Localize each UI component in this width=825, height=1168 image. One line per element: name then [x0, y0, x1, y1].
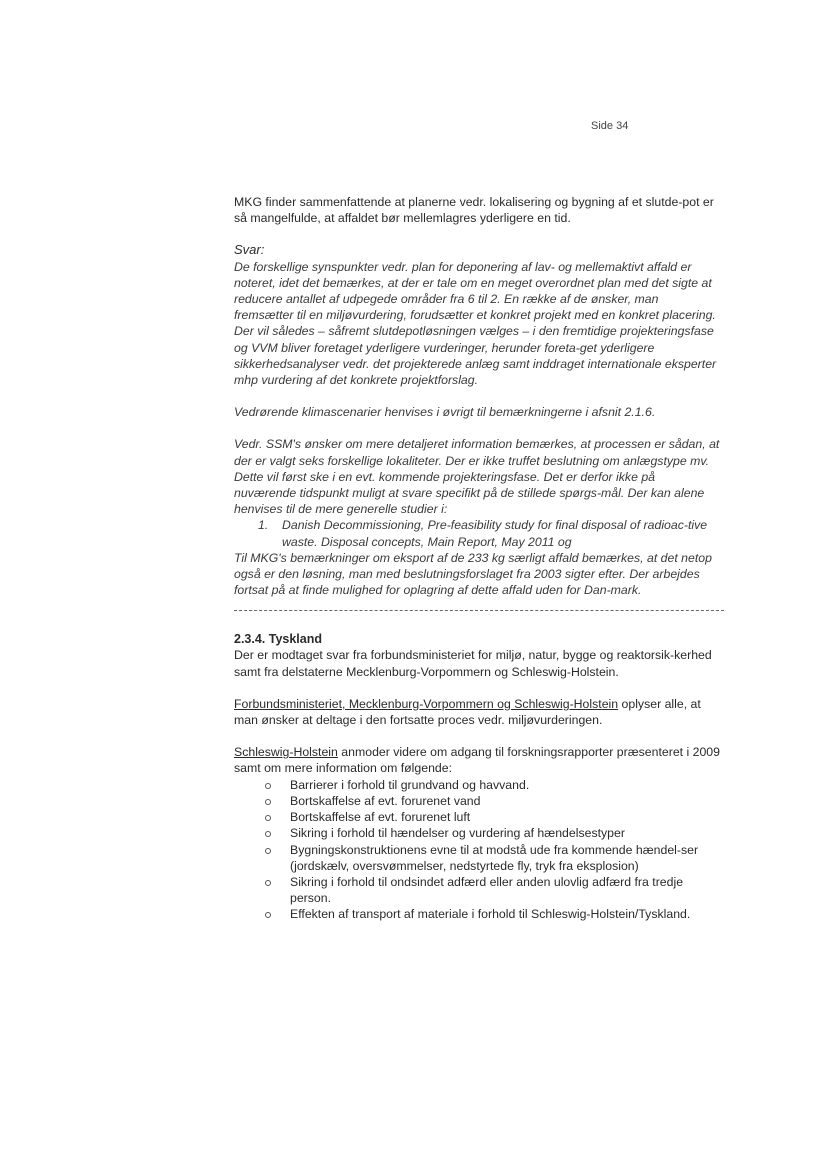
section-divider	[234, 610, 724, 611]
bullet-icon	[265, 912, 271, 918]
bullet-icon	[265, 815, 271, 821]
bullet-icon	[265, 880, 271, 886]
section-paragraph-1: Der er modtaget svar fra forbundsministeriet for miljø, natur, bygge og reaktorsik-kerhed samt fra delstaterne Mecklenburg-Vorpommern og Schleswig-Holstein.	[234, 648, 712, 679]
svar-paragraph-4: Til MKG's bemærkninger om eksport af de 233 kg særligt affald bemærkes, at det netop også er den løsning, man med beslutningsforslaget fra 2003 sigter efter. Der arbejdes fortsat på at finde mulighed for oplagring af dette affald uden for Dan-mark.	[234, 550, 712, 598]
svar-heading: Svar:	[234, 242, 265, 258]
underlined-entity: Schleswig-Holstein	[234, 745, 338, 760]
bullet-icon	[265, 848, 271, 854]
list-item-text: Bortskaffelse af evt. forurenet vand	[290, 793, 481, 808]
page-number: Side 34	[591, 120, 629, 132]
svar-paragraph-2: Vedrørende klimascenarier henvises i øvrigt til bemærkningerne i afsnit 2.1.6.	[234, 405, 656, 420]
list-item-text: Sikring i forhold til ondsindet adfærd eller anden ulovlig adfærd fra tredje person.	[290, 874, 684, 906]
intro-paragraph: MKG finder sammenfattende at planerne vedr. lokalisering og bygning af et slutde-pot er så mangelfulde, at affaldet bør mellemlagres yderligere en tid.	[234, 195, 714, 226]
paragraph-3-rest: anmoder videre om adgang til forskningsrapporter præsenteret i 2009 samt om mere information om følgende:	[234, 745, 720, 776]
bullet-icon	[265, 783, 271, 789]
bullet-icon	[265, 799, 271, 805]
list-item	[234, 906, 720, 922]
svar-paragraph-1: De forskellige synspunkter vedr. plan for deponering af lav- og mellemaktivt affald er noteret, idet det bemærkes, at der er tale om en meget overordnet plan med det sigte at reducere antallet af udpegede områder fra 6 til 2. En række af de ønsker, man fremsætter til en miljøvurdering, forudsætter et konkret projekt med en konkret placering. Der vil således – såfremt slutdepotløsningen vælges – i den fremtidige projekteringsfase og VVM bliver foretaget yderligere vurderinger, herunder foreta-get yderligere sikkerhedsanalyser vedr. det projekterede anlæg samt inddraget internationale eksperter mhp vurdering af det konkrete projektforslag.	[234, 259, 717, 388]
reference-number: 1.	[258, 518, 269, 533]
list-item-text: Bygningskonstruktionens evne til at modstå ude fra kommende hændel-ser (jordskælv, oversvømmelser, nedstyrtede fly, tryk fra eksplosion)	[290, 842, 699, 873]
reference-list	[234, 517, 720, 549]
list-item	[234, 825, 720, 841]
paragraph-2-rest: oplyser alle, at man ønsker at deltage i den fortsatte proces vedr. miljøvurderingen.	[234, 696, 701, 728]
reference-item	[234, 517, 720, 549]
section-heading: 2.3.4. Tyskland	[234, 632, 323, 647]
svar-paragraph-3: Vedr. SSM's ønsker om mere detaljeret information bemærkes, at processen er sådan, at der er valgt seks forskellige lokaliteter. Der er ikke truffet beslutning om anlægstype mv. Dette vil først ske i en evt. kommende projekteringsfase. Det er derfor ikke på nuværende tidspunkt muligt at svare specifikt på de stillede spørgs-mål. Der kan alene henvises til de mere generelle studier i:	[234, 437, 720, 517]
list-item	[234, 874, 720, 906]
list-item-text: Effekten af transport af materiale i forhold til Schleswig-Holstein/Tyskland.	[290, 907, 691, 922]
reference-text: Danish Decommissioning, Pre-feasibility study for final disposal of radioac-tive waste. Disposal concepts, Main Report, May 2011 og	[282, 518, 708, 549]
list-item-text: Bortskaffelse af evt. forurenet luft	[290, 810, 471, 825]
bullet-list	[234, 777, 720, 923]
bullet-icon	[265, 831, 271, 837]
list-item-text: Sikring i forhold til hændelser og vurdering af hændelsestyper	[290, 826, 625, 841]
underlined-entities: Forbundsministeriet, Mecklenburg-Vorpommern og Schleswig-Holstein	[234, 696, 619, 711]
section-paragraph-2	[234, 696, 720, 728]
list-item	[234, 777, 720, 793]
list-item-text: Barrierer i forhold til grundvand og havvand.	[290, 777, 530, 792]
svar-section	[234, 242, 720, 598]
page-content	[234, 194, 720, 923]
list-item	[234, 842, 720, 874]
list-item	[234, 809, 720, 825]
section-paragraph-3	[234, 744, 720, 776]
list-item	[234, 793, 720, 809]
